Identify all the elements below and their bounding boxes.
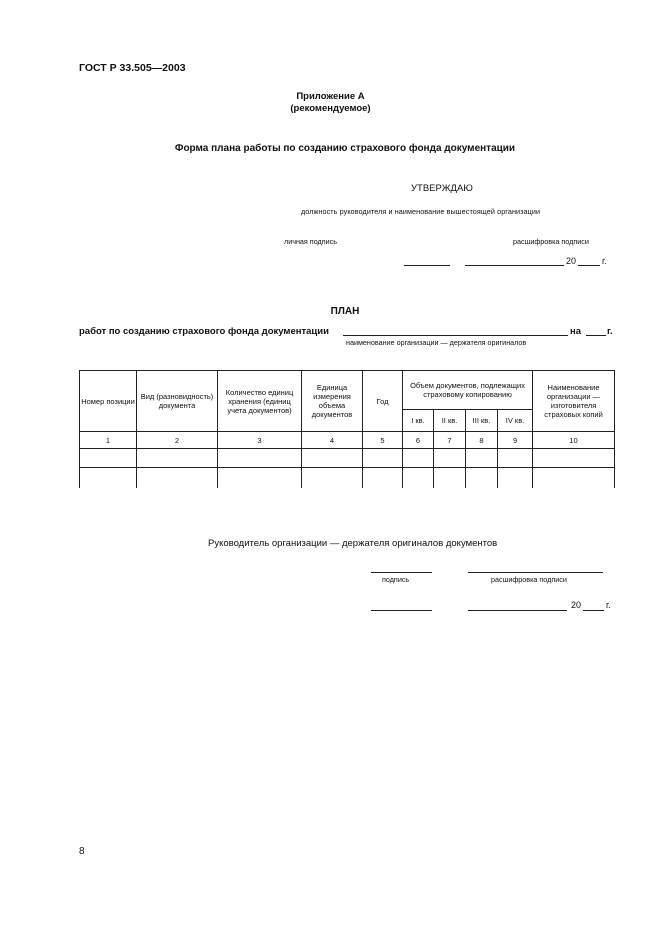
header-year: Год [363,371,403,432]
approval-year-suffix: г. [602,256,607,266]
bottom-year-line [583,610,604,611]
table-cell [218,468,302,489]
table-cell [302,449,363,468]
bottom-signature-line [371,572,432,573]
column-number: 5 [363,432,403,449]
appendix-subtitle: (рекомендуемое) [290,103,371,114]
bottom-day-line [371,610,432,611]
plan-year-suffix: г. [607,326,613,337]
plan-for-year: на [570,326,582,337]
bottom-decoding-line [468,572,603,573]
header-document-type: Вид (разновидность) документа [137,371,218,432]
header-quarter-4: IV кв. [498,410,533,432]
table-cell [80,468,137,489]
plan-year-line [586,335,606,336]
table-cell [403,468,434,489]
plan-subtitle: работ по созданию страхового фонда документации [79,326,329,337]
column-number: 8 [466,432,498,449]
table-cell [403,449,434,468]
header-quarter-3: III кв. [466,410,498,432]
manager-caption: Руководитель организации — держателя оригиналов документов [208,538,498,549]
table-cell [434,449,466,468]
decoding-caption: расшифровка подписи [513,237,589,246]
appendix-title: Приложение А [296,91,365,102]
header-quarter-1: I кв. [403,410,434,432]
standard-code: ГОСТ Р 33.505—2003 [79,62,186,74]
column-number: 6 [403,432,434,449]
column-number: 2 [137,432,218,449]
header-manufacturer: Наименование организации — изготовителя страховых копий [533,371,615,432]
approval-year-prefix: 20 [566,256,577,266]
appendix-heading [0,91,661,115]
column-number-row [80,432,615,449]
header-storage-units: Количество единиц хранения (единиц учета документов) [218,371,302,432]
table-row [80,449,615,468]
table-cell [533,449,615,468]
table-cell [466,449,498,468]
table-cell [363,468,403,489]
signature-caption: личная подпись [284,237,337,246]
bottom-decoding-caption: расшифровка подписи [491,575,567,584]
page-number: 8 [79,846,85,857]
table-cell [434,468,466,489]
header-volume-group: Объем документов, подлежащих страховому копированию [403,371,533,410]
table-header-row [80,371,615,410]
table-row [80,468,615,489]
bottom-month-line [468,610,567,611]
bottom-year-suffix: г. [606,600,611,610]
table-cell [466,468,498,489]
organization-line [343,335,568,336]
column-number: 3 [218,432,302,449]
bottom-year-prefix: 20 [571,600,582,610]
table-cell [80,449,137,468]
plan-title: ПЛАН [330,306,360,317]
column-number: 10 [533,432,615,449]
table-cell [533,468,615,489]
bottom-signature-caption: подпись [382,575,410,584]
column-number: 7 [434,432,466,449]
table-cell [498,468,533,489]
plan-table [79,370,615,488]
column-number: 4 [302,432,363,449]
table-cell [218,449,302,468]
header-position-number: Номер позиции [80,371,137,432]
approval-year-line [578,265,600,266]
table-cell [137,468,218,489]
header-volume-unit: Единица измерения объема документов [302,371,363,432]
table-cell [498,449,533,468]
form-title: Форма плана работы по созданию страхового фонда документации [174,143,516,154]
approve-label: УТВЕРЖДАЮ [411,183,473,194]
table-cell [302,468,363,489]
column-number: 1 [80,432,137,449]
table-cell [137,449,218,468]
table-cell [363,449,403,468]
organization-caption: наименование организации — держателя оригиналов [346,338,527,347]
header-quarter-2: II кв. [434,410,466,432]
column-number: 9 [498,432,533,449]
date-day-line [404,265,450,266]
position-caption: должность руководителя и наименование вышестоящей организации [301,207,541,216]
date-month-line [465,265,564,266]
